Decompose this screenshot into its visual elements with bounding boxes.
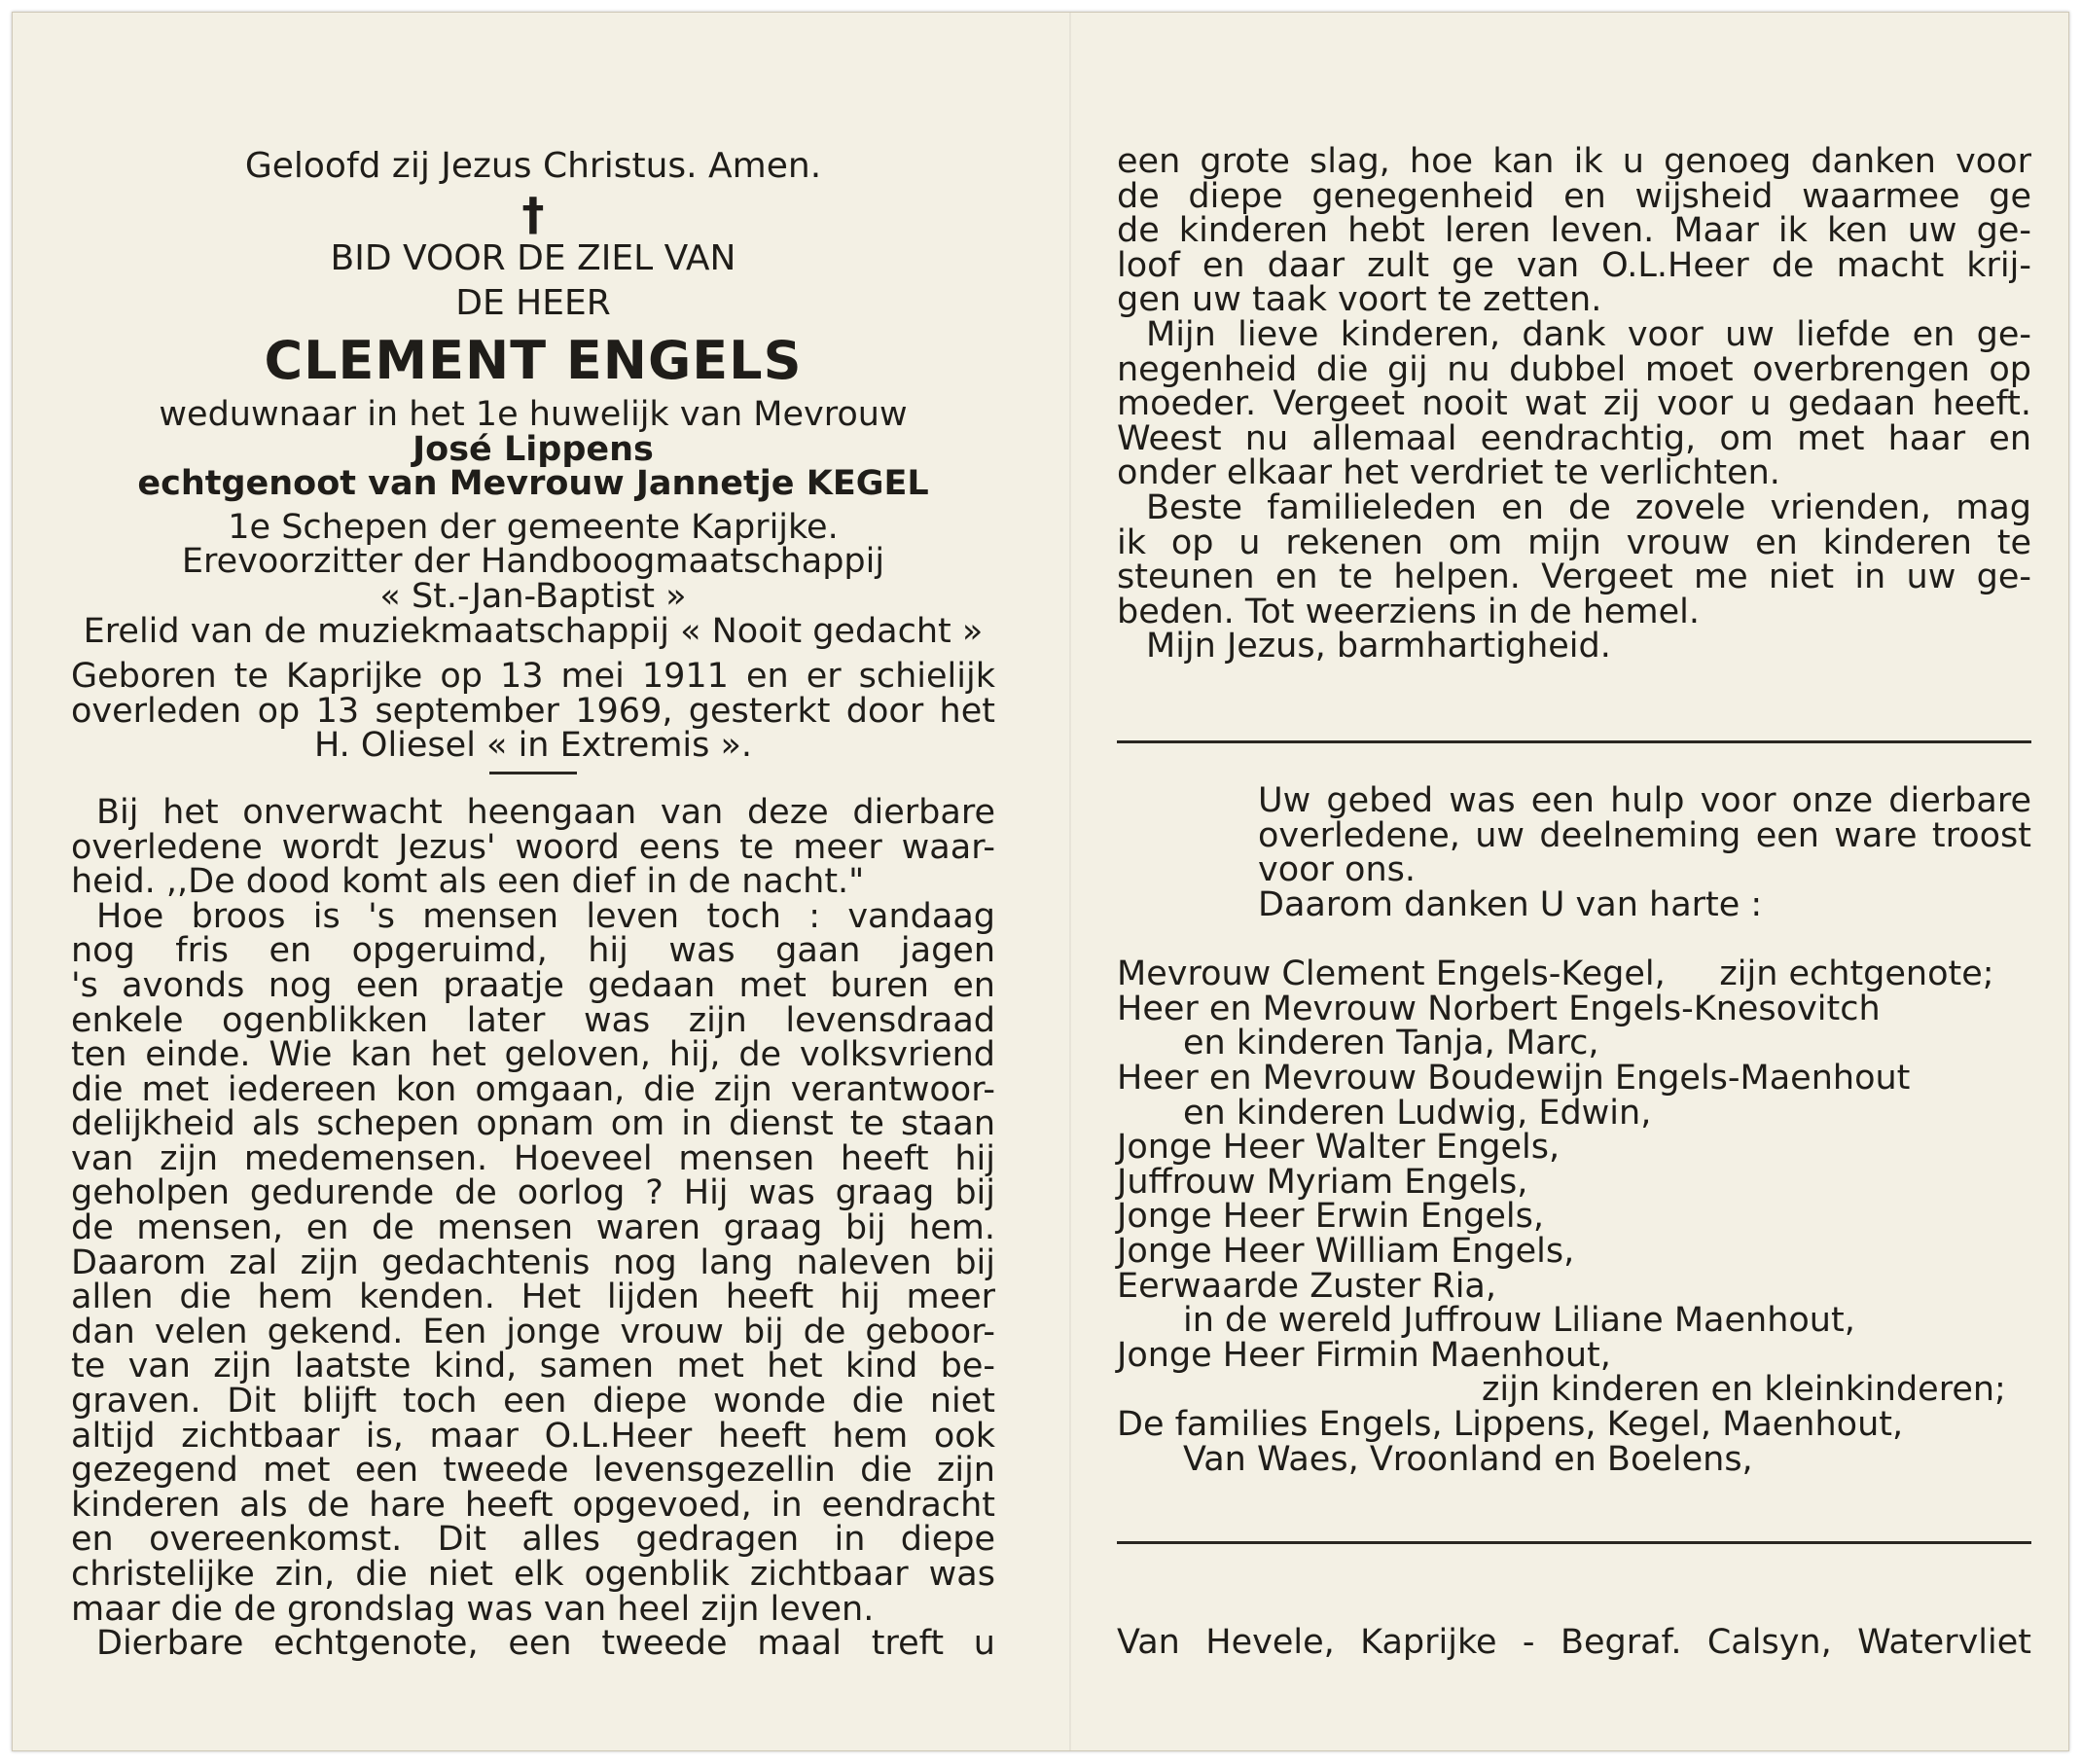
body-line: loof en daar zult ge van O.L.Heer de macht krij- [1117, 245, 2031, 285]
center-fold [1069, 13, 1071, 1750]
body-line: die met iedereen kon omgaan, die zijn verantwoor- [71, 1069, 995, 1109]
bid-line-1: BID VOOR DE ZIEL VAN [330, 238, 736, 278]
body-line: heid. ,,De dood komt als een dief in de nacht." [71, 862, 865, 902]
body-line: steunen en te helpen. Vergeet me niet in uw ge- [1117, 558, 2031, 597]
printer-line: Van Hevele, Kaprijke - Begraf. Calsyn, Watervliet [1117, 1623, 2031, 1663]
body-line: Mijn lieve kinderen, dank voor uw liefde en ge- [1146, 314, 2031, 354]
birth-line: Geboren te Kaprijke op 13 mei 1911 en er schielijk [71, 657, 995, 697]
thanks-line: Daarom danken U van harte : [1258, 884, 1763, 924]
header-blessing: Geloofd zij Jezus Christus. Amen. [244, 146, 822, 186]
body-line: ten einde. Wie kan het geloven, hij, de volksvriend [71, 1035, 995, 1075]
bio-line: Erevoorzitter der Handboogmaatschappij [181, 542, 885, 582]
family-line: Van Waes, Vroonland en Boelens, [1183, 1439, 1753, 1479]
family-line: Jonge Heer Firmin Maenhout, [1117, 1335, 1611, 1375]
body-line: nog fris en opgeruimd, hij was gaan jagen [71, 931, 995, 971]
divider [1117, 1541, 2031, 1544]
birth-line: H. Oliesel « in Extremis ». [313, 726, 753, 766]
family-line: Jonge Heer Erwin Engels, [1117, 1197, 1544, 1237]
body-line: een grote slag, hoe kan ik u genoeg danken voor [1117, 142, 2031, 181]
body-line: geholpen gedurende de oorlog ? Hij was graag bij [71, 1173, 995, 1213]
body-line: onder elkaar het verdriet te verlichten. [1117, 453, 1780, 493]
body-line: de mensen, en de mensen waren graag bij hem. [71, 1208, 995, 1248]
thanks-line: voor ons. [1258, 850, 1417, 890]
body-line: te van zijn laatste kind, samen met het kind be- [71, 1347, 995, 1386]
body-line: Hoe broos is 's mensen leven toch : vandaag [96, 896, 995, 936]
body-line: Mijn Jezus, barmhartigheid. [1146, 627, 1611, 666]
right-page [1117, 13, 2031, 1661]
family-line: zijn kinderen en kleinkinderen; [1482, 1370, 2006, 1410]
body-line: en overeenkomst. Dit alles gedragen in diepe [71, 1520, 995, 1560]
family-line: Juffrouw Myriam Engels, [1117, 1162, 1528, 1202]
body-line: ik op u rekenen om mijn vrouw en kinderen te [1117, 522, 2031, 562]
body-line: Dierbare echtgenote, een tweede maal treft u [96, 1624, 995, 1664]
bio-line: Erelid van de muziekmaatschappij « Nooit gedacht » [83, 611, 984, 651]
divider [1117, 740, 2031, 743]
body-line: Beste familieleden en de zovele vrienden, mag [1146, 487, 2031, 527]
bio-line: echtgenoot van Mevrouw Jannetje KEGEL [137, 464, 929, 504]
family-line: Heer en Mevrouw Boudewijn Engels-Maenhout [1117, 1059, 1911, 1098]
body-line: kinderen als de hare heeft opgevoed, in eendracht [71, 1485, 995, 1525]
bio-line: 1e Schepen der gemeente Kaprijke. [228, 507, 839, 547]
birth-line: overleden op 13 september 1969, gesterkt door het [71, 691, 995, 731]
body-line: gezegend met een tweede levensgezellin die zijn [71, 1451, 995, 1491]
family-line: Jonge Heer William Engels, [1117, 1232, 1575, 1272]
bid-line-2: DE HEER [455, 283, 611, 323]
family-line: De families Engels, Lippens, Kegel, Maenhout, [1117, 1405, 1904, 1444]
body-line: moeder. Vergeet nooit wat zij voor u gedaan heeft. [1117, 384, 2031, 424]
thanks-line: overledene, uw deelneming een ware troost [1258, 815, 2031, 855]
body-line: overledene wordt Jezus' woord eens te meer waar- [71, 827, 995, 867]
family-line: Jonge Heer Walter Engels, [1117, 1128, 1561, 1168]
family-line: en kinderen Tanja, Marc, [1183, 1024, 1599, 1063]
body-line: Weest nu allemaal eendrachtig, om met haar en [1117, 418, 2031, 458]
body-line: altijd zichtbaar is, maar O.L.Heer heeft hem ook [71, 1416, 995, 1456]
divider [489, 772, 577, 774]
family-line: Heer en Mevrouw Norbert Engels-Knesovitch [1117, 989, 1881, 1028]
family-line: en kinderen Ludwig, Edwin, [1183, 1093, 1652, 1133]
body-line: gen uw taak voort te zetten. [1117, 280, 1602, 320]
family-line: in de wereld Juffrouw Liliane Maenhout, [1183, 1301, 1855, 1341]
left-page [71, 13, 995, 1662]
body-line: Daarom zal zijn gedachtenis nog lang naleven bij [71, 1242, 995, 1282]
family-line: Mevrouw Clement Engels-Kegel, zijn echtgenote; [1117, 954, 1994, 994]
body-line: 's avonds nog een praatje gedaan met buren en [71, 965, 995, 1005]
body-line: van zijn medemensen. Hoeveel mensen heeft hij [71, 1138, 995, 1178]
body-line: beden. Tot weerziens in de hemel. [1117, 592, 1700, 631]
thanks-line: Uw gebed was een hulp voor onze dierbare [1258, 780, 2031, 820]
body-line: enkele ogenblikken later was zijn levensdraad [71, 1000, 995, 1040]
cross-icon: † [521, 188, 545, 240]
body-line: christelijke zin, die niet elk ogenblik zichtbaar was [71, 1555, 995, 1594]
body-line: de diepe genegenheid en wijsheid waarmee ge [1117, 176, 2031, 216]
bio-line: José Lippens [413, 429, 654, 469]
bio-line: « St.-Jan-Baptist » [379, 576, 687, 616]
deceased-name: CLEMENT ENGELS [264, 330, 803, 391]
body-line: maar die de grondslag was van heel zijn leven. [71, 1589, 875, 1629]
body-line: graven. Dit blijft toch een diepe wonde die niet [71, 1382, 995, 1422]
body-line: negenheid die gij nu dubbel moet overbrengen op [1117, 349, 2031, 389]
family-line: Eerwaarde Zuster Ria, [1117, 1266, 1496, 1306]
body-line: de kinderen hebt leren leven. Maar ik ken uw ge- [1117, 211, 2031, 251]
body-line: allen die hem kenden. Het lijden heeft hij meer [71, 1278, 995, 1317]
memorial-card [12, 12, 2069, 1751]
body-line: Bij het onverwacht heengaan van deze dierbare [96, 792, 995, 832]
body-line: dan velen gekend. Een jonge vrouw bij de geboor- [71, 1312, 995, 1351]
body-line: delijkheid als schepen opnam om in dienst te staan [71, 1104, 995, 1144]
bio-line: weduwnaar in het 1e huwelijk van Mevrouw [159, 395, 908, 434]
